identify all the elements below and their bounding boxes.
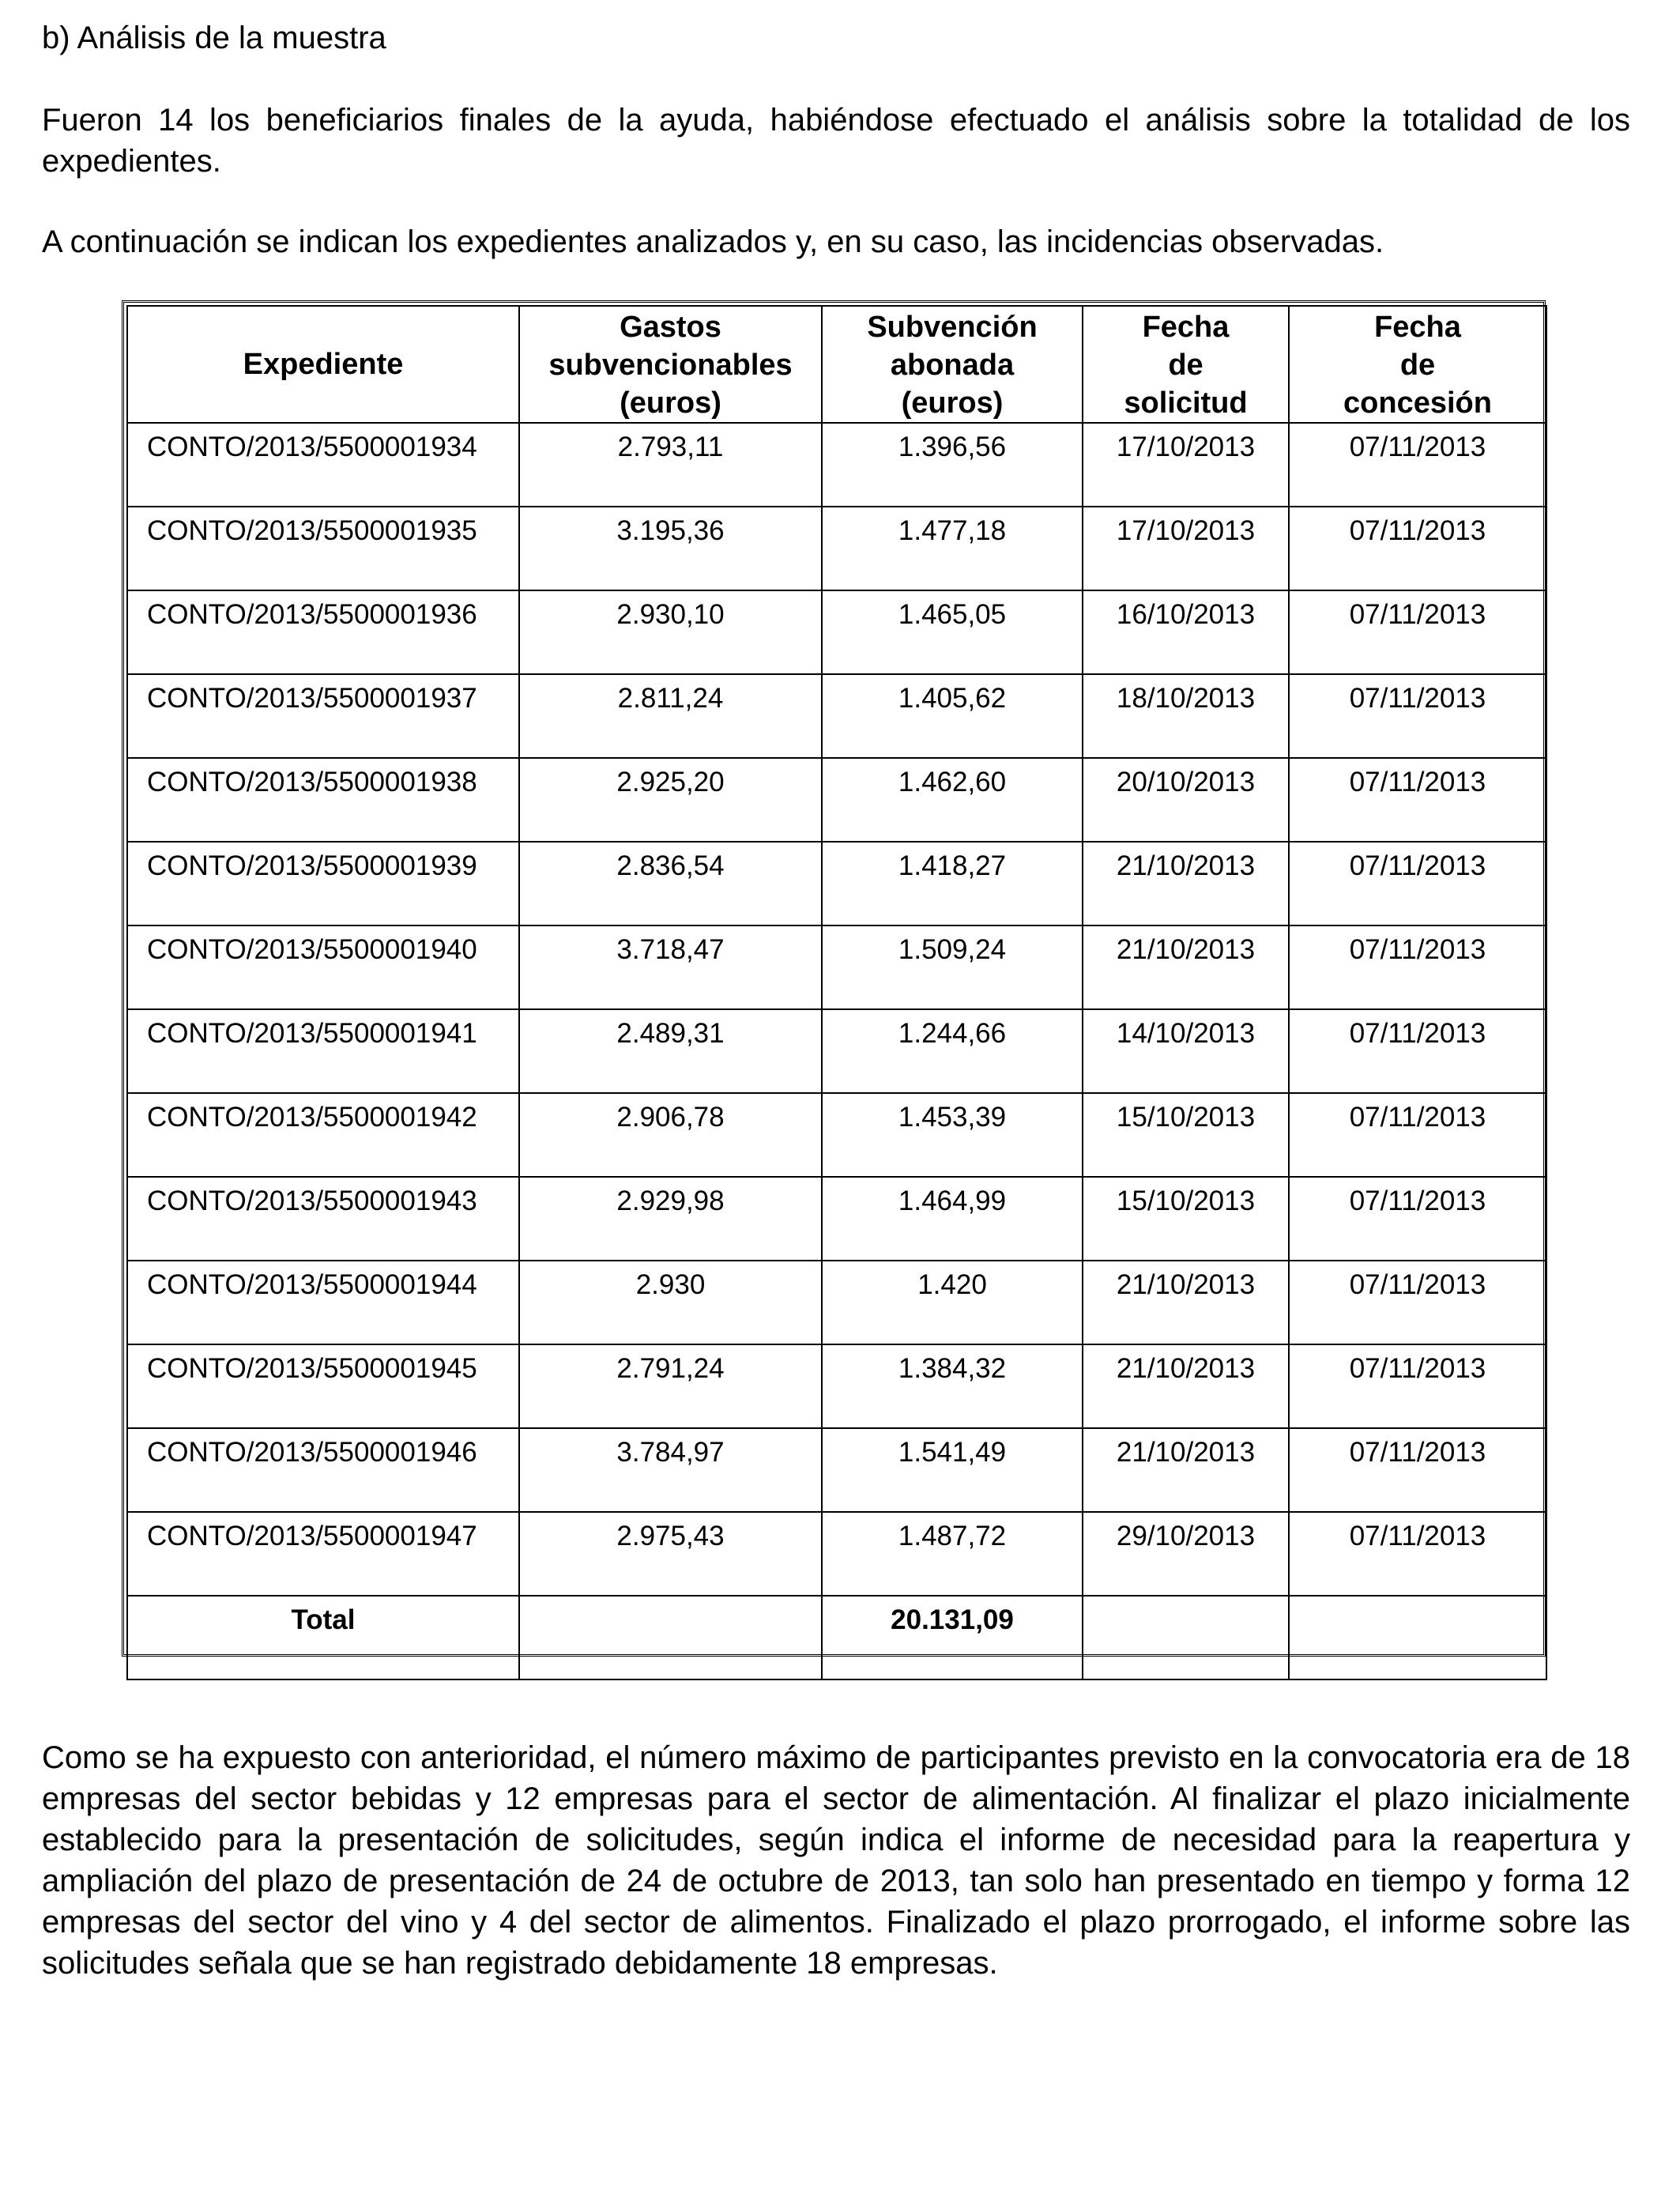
cell-fecha-concesion: 07/11/2013 [1289, 674, 1546, 758]
cell-subvencion: 1.405,62 [822, 674, 1083, 758]
cell-expediente: CONTO/2013/5500001942 [127, 1093, 519, 1177]
table-row [127, 1261, 1546, 1344]
table-row [127, 1428, 1546, 1512]
cell-gastos: 3.195,36 [519, 507, 822, 590]
cell-subvencion: 1.462,60 [822, 758, 1083, 842]
cell-gastos: 2.929,98 [519, 1177, 822, 1261]
cell-expediente: CONTO/2013/5500001947 [127, 1512, 519, 1596]
lead-paragraph: A continuación se indican los expedientes analizados y, en su caso, las incidencias observadas. [42, 224, 1384, 259]
header-expediente [127, 306, 519, 423]
cell-subvencion: 1.420 [822, 1261, 1083, 1344]
cell-subvencion: 1.477,18 [822, 507, 1083, 590]
cell-fecha-solicitud: 17/10/2013 [1083, 507, 1289, 590]
table-row [127, 1093, 1546, 1177]
cell-fecha-concesion: 07/11/2013 [1289, 507, 1546, 590]
header-line: de [1399, 349, 1436, 382]
cell-fecha-solicitud: 21/10/2013 [1083, 1344, 1289, 1428]
cell-fecha-concesion: 07/11/2013 [1289, 1177, 1546, 1261]
cell-gastos: 3.718,47 [519, 925, 822, 1009]
cell-gastos: 2.811,24 [519, 674, 822, 758]
header-line: Fecha [1142, 311, 1230, 344]
cell-expediente: CONTO/2013/5500001941 [127, 1009, 519, 1093]
header-line: (euros) [901, 386, 1004, 420]
cell-gastos: 2.791,24 [519, 1344, 822, 1428]
table-header-row [127, 306, 1546, 423]
table-row [127, 674, 1546, 758]
cell-fecha-solicitud: 16/10/2013 [1083, 590, 1289, 674]
cell-gastos: 2.793,11 [519, 423, 822, 507]
cell-subvencion: 1.396,56 [822, 423, 1083, 507]
cell-fecha-concesion: 07/11/2013 [1289, 925, 1546, 1009]
cell-gastos: 2.925,20 [519, 758, 822, 842]
cell-subvencion: 1.384,32 [822, 1344, 1083, 1428]
cell-total-fecha-solicitud [1083, 1596, 1289, 1679]
cell-expediente: CONTO/2013/5500001935 [127, 507, 519, 590]
cell-subvencion: 1.464,99 [822, 1177, 1083, 1261]
cell-gastos: 2.906,78 [519, 1093, 822, 1177]
cell-fecha-concesion: 07/11/2013 [1289, 1261, 1546, 1344]
cell-fecha-solicitud: 21/10/2013 [1083, 1428, 1289, 1512]
cell-fecha-solicitud: 18/10/2013 [1083, 674, 1289, 758]
table-row [127, 1009, 1546, 1093]
cell-gastos: 2.836,54 [519, 842, 822, 925]
cell-fecha-solicitud: 15/10/2013 [1083, 1177, 1289, 1261]
cell-gastos: 2.930 [519, 1261, 822, 1344]
table-row [127, 925, 1546, 1009]
header-fecha-solicitud [1083, 306, 1289, 423]
cell-fecha-concesion: 07/11/2013 [1289, 590, 1546, 674]
cell-total-gastos [519, 1596, 822, 1679]
cell-expediente: CONTO/2013/5500001936 [127, 590, 519, 674]
cell-expediente: CONTO/2013/5500001940 [127, 925, 519, 1009]
cell-fecha-concesion: 07/11/2013 [1289, 423, 1546, 507]
header-line: Expediente [243, 348, 404, 381]
cell-fecha-concesion: 07/11/2013 [1289, 1512, 1546, 1596]
cell-expediente: CONTO/2013/5500001937 [127, 674, 519, 758]
cell-expediente: CONTO/2013/5500001945 [127, 1344, 519, 1428]
header-line: subvencionables [548, 349, 793, 382]
cell-expediente: CONTO/2013/5500001944 [127, 1261, 519, 1344]
table-row [127, 758, 1546, 842]
table-row [127, 842, 1546, 925]
expedientes-table [126, 305, 1547, 1680]
cell-fecha-solicitud: 29/10/2013 [1083, 1512, 1289, 1596]
intro-paragraph: Fueron 14 los beneficiarios finales de la ayuda, habiéndose efectuado el análisis sobre la totalidad de los expedientes. [42, 103, 1630, 179]
cell-gastos: 2.930,10 [519, 590, 822, 674]
header-fecha-concesion [1289, 306, 1546, 423]
header-line: abonada [890, 349, 1015, 382]
cell-fecha-solicitud: 14/10/2013 [1083, 1009, 1289, 1093]
cell-subvencion: 1.487,72 [822, 1512, 1083, 1596]
header-gastos-subvencionables [519, 306, 822, 423]
table-row [127, 1344, 1546, 1428]
cell-fecha-concesion: 07/11/2013 [1289, 1093, 1546, 1177]
table-row [127, 1512, 1546, 1596]
header-line: Subvención [867, 311, 1038, 344]
expedientes-table-frame [122, 300, 1546, 1657]
cell-fecha-solicitud: 15/10/2013 [1083, 1093, 1289, 1177]
cell-gastos: 2.975,43 [519, 1512, 822, 1596]
cell-fecha-solicitud: 21/10/2013 [1083, 842, 1289, 925]
table-row [127, 1177, 1546, 1261]
cell-expediente: CONTO/2013/5500001939 [127, 842, 519, 925]
table-row [127, 590, 1546, 674]
cell-fecha-concesion: 07/11/2013 [1289, 842, 1546, 925]
cell-total-subvencion: 20.131,09 [822, 1596, 1083, 1679]
table-row [127, 423, 1546, 507]
section-heading: b) Análisis de la muestra [42, 21, 386, 55]
table-total-row [127, 1596, 1546, 1679]
cell-total-label: Total [127, 1596, 519, 1679]
header-line: Gastos [620, 311, 721, 344]
cell-gastos: 2.489,31 [519, 1009, 822, 1093]
header-line: de [1168, 349, 1203, 382]
cell-expediente: CONTO/2013/5500001946 [127, 1428, 519, 1512]
header-line: concesión [1343, 386, 1492, 420]
cell-fecha-concesion: 07/11/2013 [1289, 1344, 1546, 1428]
cell-expediente: CONTO/2013/5500001943 [127, 1177, 519, 1261]
cell-fecha-solicitud: 20/10/2013 [1083, 758, 1289, 842]
cell-fecha-concesion: 07/11/2013 [1289, 1428, 1546, 1512]
cell-expediente: CONTO/2013/5500001934 [127, 423, 519, 507]
cell-fecha-solicitud: 21/10/2013 [1083, 1261, 1289, 1344]
cell-fecha-concesion: 07/11/2013 [1289, 1009, 1546, 1093]
closing-paragraph: Como se ha expuesto con anterioridad, el número máximo de participantes previsto en la convocatoria era de 18 empresas del sector bebidas y 12 empresas para el sector de alimentación. Al finalizar el plazo inicialmente establecido para la presentación de solicitudes, según indica el informe de necesidad para la reapertura y ampliación del plazo de presentación de 24 de octubre de 2013, tan solo han presentado en tiempo y forma 12 empresas del sector del vino y 4 del sector de alimentos. Finalizado el plazo prorrogado, el informe sobre las solicitudes señala que se han registrado debidamente 18 empresas. [42, 1740, 1630, 1981]
cell-fecha-solicitud: 21/10/2013 [1083, 925, 1289, 1009]
cell-gastos: 3.784,97 [519, 1428, 822, 1512]
cell-total-fecha-concesion [1289, 1596, 1546, 1679]
cell-subvencion: 1.465,05 [822, 590, 1083, 674]
cell-fecha-concesion: 07/11/2013 [1289, 758, 1546, 842]
cell-fecha-solicitud: 17/10/2013 [1083, 423, 1289, 507]
table-row [127, 507, 1546, 590]
header-line: Fecha [1374, 311, 1461, 344]
cell-subvencion: 1.244,66 [822, 1009, 1083, 1093]
cell-subvencion: 1.541,49 [822, 1428, 1083, 1512]
header-subvencion-abonada [822, 306, 1083, 423]
cell-expediente: CONTO/2013/5500001938 [127, 758, 519, 842]
header-line: (euros) [620, 386, 721, 420]
cell-subvencion: 1.509,24 [822, 925, 1083, 1009]
cell-subvencion: 1.453,39 [822, 1093, 1083, 1177]
header-line: solicitud [1124, 386, 1248, 420]
cell-subvencion: 1.418,27 [822, 842, 1083, 925]
